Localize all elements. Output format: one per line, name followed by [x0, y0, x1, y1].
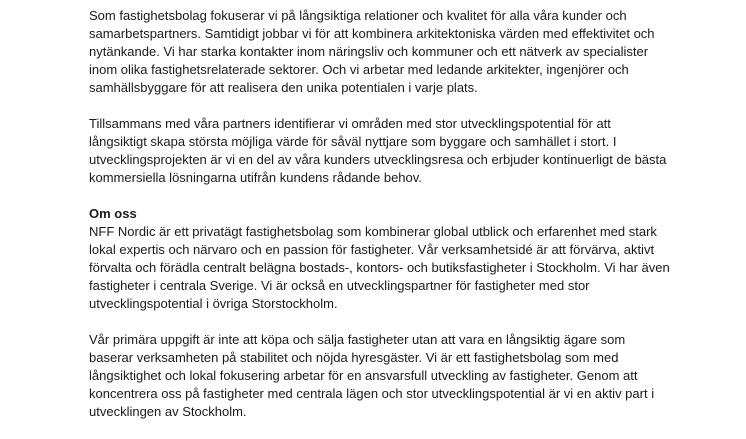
text-line: samhällsbyggare för att realisera den unika potentialen i varje plats.	[89, 80, 478, 95]
text-line: Vår primära uppgift är inte att köpa och sälja fastigheter utan att vara en långsiktig ägare som	[89, 332, 626, 347]
text-line: nytänkande. Vi har starka kontakter inom näringsliv och kommuner och ett nätverk av specialister	[89, 44, 649, 59]
text-line: långsiktighet och lokal fokusering arbetar för en ansvarsfull utveckling av fastigheter. Genom att	[89, 368, 638, 383]
text-line: NFF Nordic är ett privatägt fastighetsbolag som kombinerar global utblick och erfarenhet med stark	[89, 224, 657, 239]
document-body	[89, 7, 699, 439]
text-line: förvalta och förädla centralt belägna bostads-, kontors- och butiksfastigheter i Stockholm. Vi har även	[89, 260, 670, 275]
intro-paragraph	[89, 7, 699, 97]
text-line: kommersiella lösningarna utifrån kundens rådande behov.	[89, 170, 422, 185]
about-heading: Om oss	[89, 206, 137, 221]
text-line: utvecklingsprojekten är vi en del av våra kunders utvecklingsresa och erbjuder kontinuerligt de bästa	[89, 152, 667, 167]
text-line: inom olika fastighetsrelaterade sektorer. Och vi arbetar med ledande arkitekter, ingenjörer och	[89, 62, 629, 77]
partners-paragraph	[89, 115, 699, 187]
mission-paragraph	[89, 331, 699, 421]
text-line: koncentrera oss på fastigheter med centrala lägen och stor utvecklingspotential är vi en aktiv part i	[89, 386, 655, 401]
text-line: utvecklingen av Stockholm.	[89, 404, 247, 419]
about-section	[89, 205, 699, 313]
text-line: Som fastighetsbolag fokuserar vi på långsiktiga relationer och kvalitet för alla våra kunder och	[89, 8, 627, 23]
text-line: utvecklingspotential i övriga Storstockholm.	[89, 296, 338, 311]
text-line: baserar verksamheten på stabilitet och nöjda hyresgäster. Vi är ett fastighetsbolag som med	[89, 350, 619, 365]
text-line: fastigheter i centrala Sverige. Vi är också en utvecklingspartner för fastigheter med stor	[89, 278, 590, 293]
text-line: samarbetspartners. Samtidigt jobbar vi för att kombinera arkitektoniska värden med effektivitet och	[89, 26, 655, 41]
text-line: lokal expertis och närvaro och en passion för fastigheter. Vår verksamhetsidé är att förvärva, aktivt	[89, 242, 655, 257]
text-line: Tillsammans med våra partners identifierar vi områden med stor utvecklingspotential för att	[89, 116, 611, 131]
text-line: långsiktigt skapa största möjliga värde för såväl nyttjare som byggare och samhället i stort. I	[89, 134, 617, 149]
